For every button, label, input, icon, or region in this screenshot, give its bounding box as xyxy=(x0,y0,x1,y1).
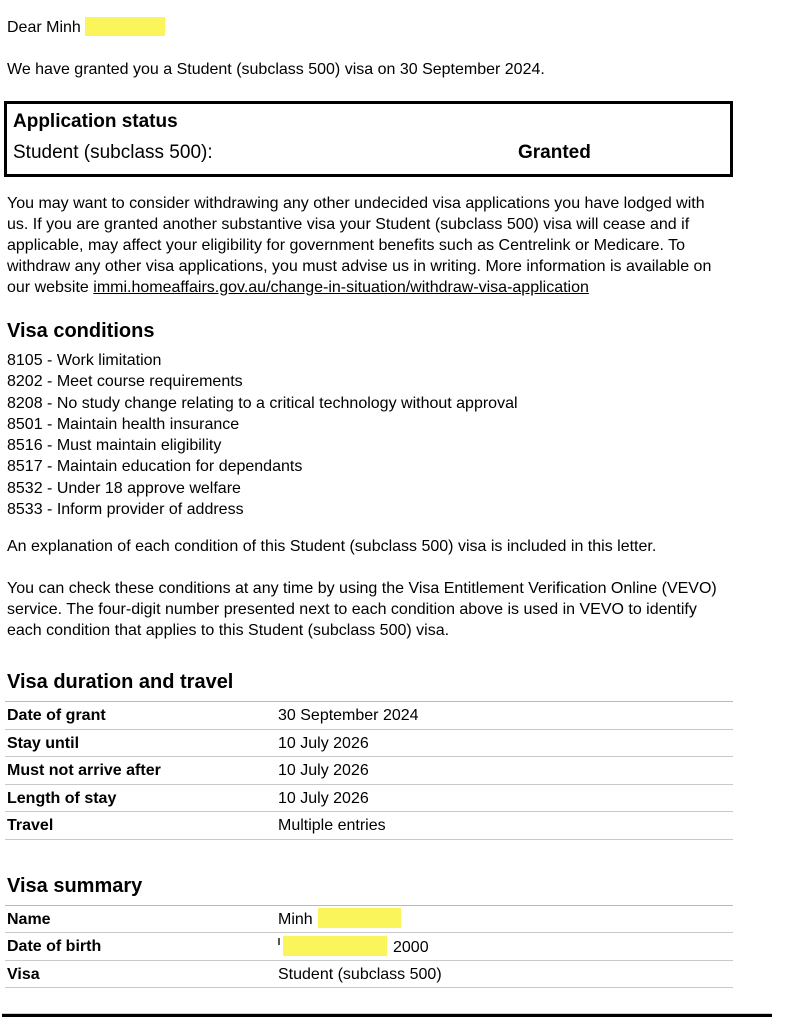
visa-duration-heading: Visa duration and travel xyxy=(7,671,234,694)
row-value: 10 July 2026 xyxy=(278,734,369,752)
redacted-highlight-name xyxy=(318,908,401,928)
row-label: Visa xyxy=(7,965,40,983)
salutation-line xyxy=(7,17,731,38)
row-label: Must not arrive after xyxy=(7,762,161,780)
table-row-name xyxy=(5,906,733,934)
row-value xyxy=(278,936,733,958)
visa-summary-table xyxy=(5,905,733,989)
condition-item: 8501 - Maintain health insurance xyxy=(7,415,240,433)
application-status-box xyxy=(4,101,733,177)
conditions-explanation-paragraph: An explanation of each condition of this Student (subclass 500) visa is included in this letter. xyxy=(7,538,657,556)
row-label: Name xyxy=(7,910,51,928)
table-row xyxy=(5,757,733,785)
table-row xyxy=(5,730,733,758)
visa-conditions-heading: Visa conditions xyxy=(7,320,155,342)
row-value: 10 July 2026 xyxy=(278,789,369,807)
row-value: Student (subclass 500) xyxy=(278,965,442,983)
row-label: Date of grant xyxy=(7,707,106,725)
dob-visible-text: 2000 xyxy=(393,938,429,956)
table-row xyxy=(5,812,733,840)
visa-duration-table xyxy=(5,701,733,840)
vevo-paragraph: You can check these conditions at any time by using the Visa Entitlement Verification Online (VEVO) service. The four-digit number presented next to each condition above is used in VEVO to identify each condition that applies to this Student (subclass 500) visa. xyxy=(7,580,717,640)
withdraw-paragraph xyxy=(7,193,723,298)
row-value: Multiple entries xyxy=(278,817,386,835)
redacted-highlight-surname xyxy=(85,17,165,36)
row-value: 30 September 2024 xyxy=(278,707,419,725)
grant-intro-paragraph: We have granted you a Student (subclass 500) visa on 30 September 2024. xyxy=(7,61,545,78)
redaction-artifact xyxy=(278,938,280,945)
table-row-date-of-birth xyxy=(5,933,733,961)
name-visible-text: Minh xyxy=(278,911,313,929)
visa-summary-heading: Visa summary xyxy=(7,874,143,897)
redacted-highlight-dob xyxy=(283,936,387,956)
row-value: 10 July 2026 xyxy=(278,762,369,780)
table-row xyxy=(5,785,733,813)
application-status-value: Granted xyxy=(518,142,591,163)
row-label: Stay until xyxy=(7,734,80,752)
application-status-title: Application status xyxy=(13,111,178,132)
condition-item: 8202 - Meet course requirements xyxy=(7,373,243,391)
application-status-label: Student (subclass 500): xyxy=(13,142,213,163)
withdraw-application-link[interactable]: immi.homeaffairs.gov.au/change-in-situation/withdraw-visa-application xyxy=(93,279,589,296)
table-row-visa xyxy=(5,961,733,989)
table-row xyxy=(5,702,733,730)
condition-item: 8516 - Must maintain eligibility xyxy=(7,437,222,455)
withdraw-paragraph-text: You may want to consider withdrawing any other undecided visa applications you have lodged with us. If you are granted another substantive visa your Student (subclass 500) visa will cease and if applicable, may affect your eligibility for government benefits such as Centrelink or Medicare. To withdraw any other visa applications, you must advise us in writing. More information is available on our website xyxy=(7,195,712,296)
row-value xyxy=(278,908,733,930)
condition-item: 8532 - Under 18 approve welfare xyxy=(7,479,241,497)
condition-item: 8208 - No study change relating to a critical technology without approval xyxy=(7,394,518,412)
condition-item: 8517 - Maintain education for dependants xyxy=(7,458,303,476)
row-label: Length of stay xyxy=(7,789,117,807)
row-label: Travel xyxy=(7,817,54,835)
salutation-text: Dear Minh xyxy=(7,19,81,36)
condition-item: 8105 - Work limitation xyxy=(7,352,162,369)
visa-conditions-list xyxy=(7,350,731,520)
condition-item: 8533 - Inform provider of address xyxy=(7,501,244,519)
bottom-page-rule xyxy=(2,1013,772,1017)
row-label: Date of birth xyxy=(7,938,102,956)
application-status-row xyxy=(13,141,722,165)
